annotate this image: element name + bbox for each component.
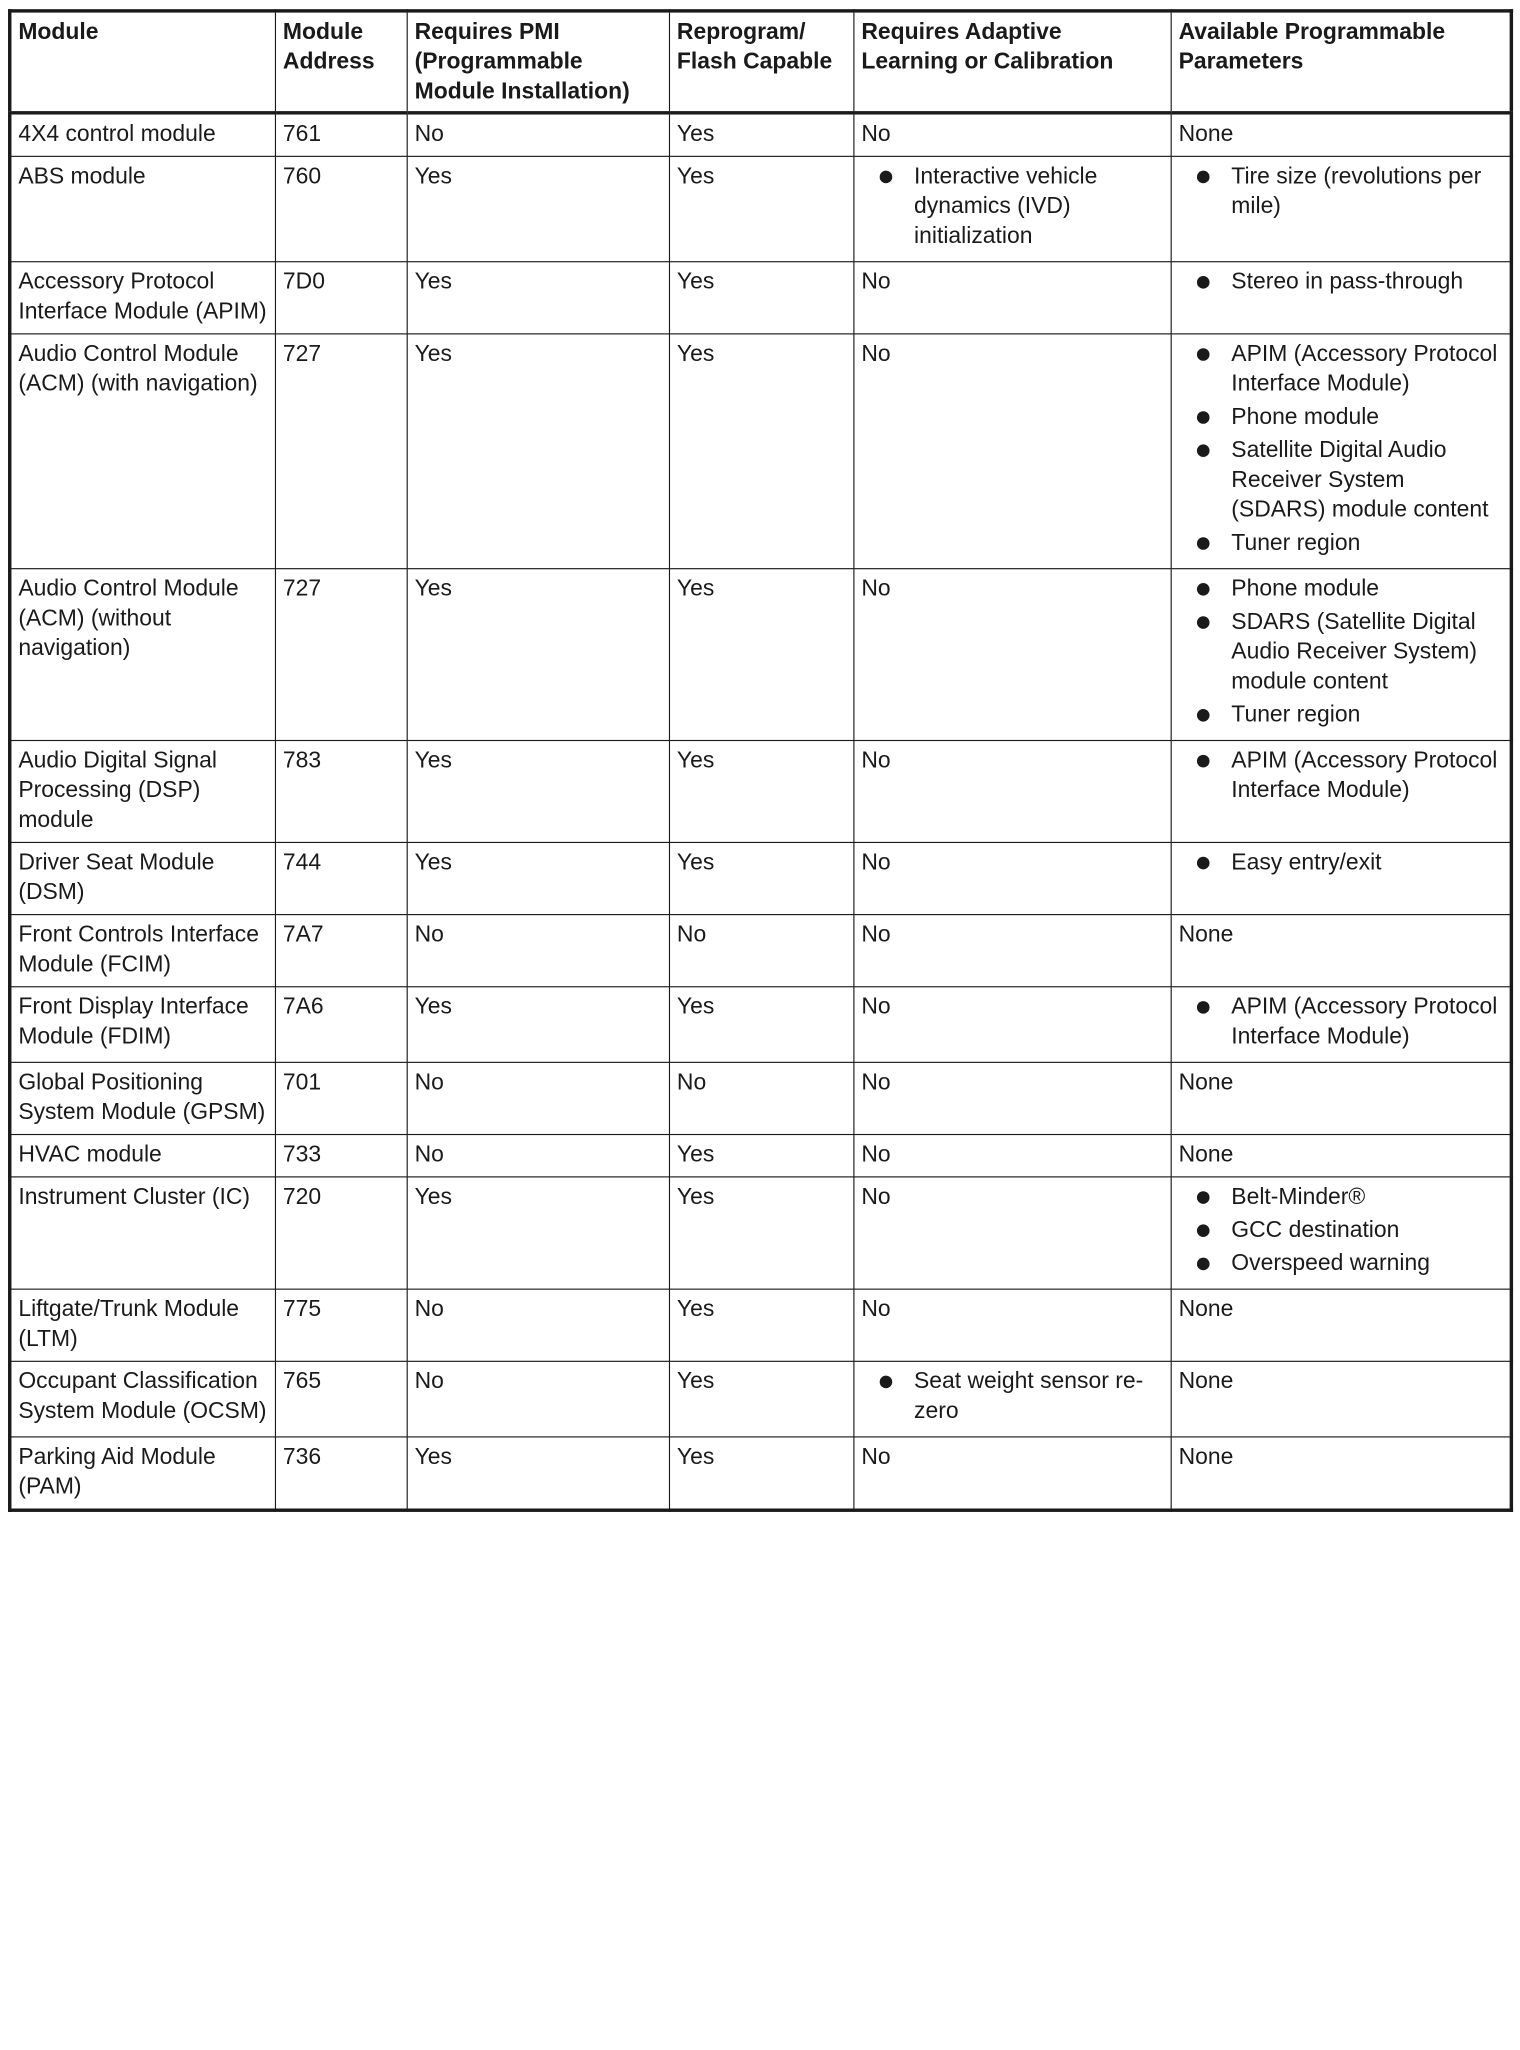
list-item: Phone module <box>1179 402 1503 432</box>
cell-address: 760 <box>275 156 407 261</box>
cell-address: 783 <box>275 741 407 843</box>
cell-params <box>1171 156 1511 261</box>
list-item: Belt-Minder® <box>1179 1182 1503 1212</box>
cell-module: Front Controls Interface Module (FCIM) <box>10 915 276 987</box>
list-item: SDARS (Satellite Digital Audio Receiver System) module content <box>1179 607 1503 696</box>
cell-pmi: Yes <box>407 842 669 914</box>
cell-params <box>1171 262 1511 334</box>
list-item: Interactive vehicle dynamics (IVD) initialization <box>861 162 1163 251</box>
cell-params <box>1171 741 1511 843</box>
adaptive-list <box>861 1366 1163 1426</box>
cell-flash: No <box>669 915 853 987</box>
cell-flash: Yes <box>669 741 853 843</box>
params-list <box>1179 162 1503 222</box>
cell-pmi: Yes <box>407 262 669 334</box>
table-row <box>10 334 1512 569</box>
cell-address: 7A7 <box>275 915 407 987</box>
header-flash: Reprogram/ Flash Capable <box>669 11 853 113</box>
cell-pmi: No <box>407 1062 669 1134</box>
cell-adaptive: No <box>854 334 1171 569</box>
cell-params <box>1171 987 1511 1063</box>
cell-flash: No <box>669 1062 853 1134</box>
table-row <box>10 1361 1512 1437</box>
module-table <box>8 9 1513 1512</box>
cell-module: Parking Aid Module (PAM) <box>10 1437 276 1510</box>
adaptive-list <box>861 162 1163 251</box>
cell-adaptive: No <box>854 113 1171 157</box>
cell-module: ABS module <box>10 156 276 261</box>
cell-flash: Yes <box>669 1177 853 1289</box>
table-row <box>10 569 1512 741</box>
cell-params: None <box>1171 1361 1511 1437</box>
table-row <box>10 156 1512 261</box>
cell-pmi: No <box>407 1361 669 1437</box>
table-row <box>10 113 1512 157</box>
header-row <box>10 11 1512 113</box>
cell-params <box>1171 1177 1511 1289</box>
table-row <box>10 1437 1512 1510</box>
params-list <box>1179 746 1503 806</box>
cell-adaptive: No <box>854 915 1171 987</box>
cell-params: None <box>1171 113 1511 157</box>
cell-pmi: Yes <box>407 569 669 741</box>
list-item: Stereo in pass-through <box>1179 267 1503 297</box>
cell-adaptive: No <box>854 1135 1171 1177</box>
cell-params: None <box>1171 1135 1511 1177</box>
cell-flash: Yes <box>669 987 853 1063</box>
cell-module: HVAC module <box>10 1135 276 1177</box>
cell-module: Audio Control Module (ACM) (with navigation) <box>10 334 276 569</box>
cell-module: Global Positioning System Module (GPSM) <box>10 1062 276 1134</box>
cell-adaptive: No <box>854 842 1171 914</box>
cell-flash: Yes <box>669 1361 853 1437</box>
table-row <box>10 915 1512 987</box>
cell-module: Driver Seat Module (DSM) <box>10 842 276 914</box>
cell-pmi: No <box>407 113 669 157</box>
cell-flash: Yes <box>669 1289 853 1361</box>
cell-adaptive <box>854 1361 1171 1437</box>
cell-module: 4X4 control module <box>10 113 276 157</box>
cell-address: 733 <box>275 1135 407 1177</box>
cell-flash: Yes <box>669 1437 853 1510</box>
cell-flash: Yes <box>669 569 853 741</box>
params-list <box>1179 992 1503 1052</box>
table-row <box>10 262 1512 334</box>
cell-address: 761 <box>275 113 407 157</box>
table-row <box>10 741 1512 843</box>
list-item: Overspeed warning <box>1179 1248 1503 1278</box>
cell-address: 720 <box>275 1177 407 1289</box>
list-item: APIM (Accessory Protocol Interface Module) <box>1179 339 1503 399</box>
header-address: Module Address <box>275 11 407 113</box>
cell-params: None <box>1171 1062 1511 1134</box>
cell-params <box>1171 842 1511 914</box>
list-item: Tuner region <box>1179 528 1503 558</box>
params-list <box>1179 267 1503 297</box>
cell-module: Front Display Interface Module (FDIM) <box>10 987 276 1063</box>
cell-params: None <box>1171 1289 1511 1361</box>
table-row <box>10 1062 1512 1134</box>
cell-module: Liftgate/Trunk Module (LTM) <box>10 1289 276 1361</box>
list-item: GCC destination <box>1179 1215 1503 1245</box>
header-adaptive: Requires Adaptive Learning or Calibration <box>854 11 1171 113</box>
header-params: Available Programmable Parameters <box>1171 11 1511 113</box>
cell-pmi: Yes <box>407 334 669 569</box>
cell-module: Audio Digital Signal Processing (DSP) module <box>10 741 276 843</box>
list-item: APIM (Accessory Protocol Interface Module) <box>1179 746 1503 806</box>
table-row <box>10 842 1512 914</box>
cell-address: 727 <box>275 569 407 741</box>
cell-address: 727 <box>275 334 407 569</box>
cell-pmi: Yes <box>407 1177 669 1289</box>
cell-pmi: No <box>407 915 669 987</box>
list-item: Tire size (revolutions per mile) <box>1179 162 1503 222</box>
list-item: APIM (Accessory Protocol Interface Module) <box>1179 992 1503 1052</box>
list-item: Tuner region <box>1179 700 1503 730</box>
cell-pmi: Yes <box>407 156 669 261</box>
cell-address: 7D0 <box>275 262 407 334</box>
table-header <box>10 11 1512 113</box>
list-item: Phone module <box>1179 574 1503 604</box>
cell-params: None <box>1171 1437 1511 1510</box>
cell-pmi: No <box>407 1289 669 1361</box>
cell-module: Audio Control Module (ACM) (without navigation) <box>10 569 276 741</box>
list-item: Satellite Digital Audio Receiver System (SDARS) module content <box>1179 435 1503 524</box>
cell-address: 744 <box>275 842 407 914</box>
params-list <box>1179 574 1503 730</box>
cell-address: 701 <box>275 1062 407 1134</box>
cell-module: Accessory Protocol Interface Module (APIM) <box>10 262 276 334</box>
cell-adaptive: No <box>854 569 1171 741</box>
cell-flash: Yes <box>669 334 853 569</box>
cell-address: 7A6 <box>275 987 407 1063</box>
table-row <box>10 987 1512 1063</box>
list-item: Seat weight sensor re-zero <box>861 1366 1163 1426</box>
cell-address: 775 <box>275 1289 407 1361</box>
cell-adaptive: No <box>854 1289 1171 1361</box>
cell-flash: Yes <box>669 262 853 334</box>
cell-params: None <box>1171 915 1511 987</box>
cell-pmi: Yes <box>407 741 669 843</box>
table-row <box>10 1289 1512 1361</box>
cell-flash: Yes <box>669 113 853 157</box>
cell-params <box>1171 569 1511 741</box>
cell-address: 765 <box>275 1361 407 1437</box>
cell-adaptive: No <box>854 1437 1171 1510</box>
cell-pmi: No <box>407 1135 669 1177</box>
cell-adaptive: No <box>854 741 1171 843</box>
table-row <box>10 1177 1512 1289</box>
list-item: Easy entry/exit <box>1179 848 1503 878</box>
cell-flash: Yes <box>669 1135 853 1177</box>
params-list <box>1179 1182 1503 1278</box>
cell-module: Occupant Classification System Module (OCSM) <box>10 1361 276 1437</box>
table-row <box>10 1135 1512 1177</box>
header-pmi: Requires PMI (Programmable Module Installation) <box>407 11 669 113</box>
cell-address: 736 <box>275 1437 407 1510</box>
cell-pmi: Yes <box>407 1437 669 1510</box>
cell-adaptive <box>854 156 1171 261</box>
params-list <box>1179 339 1503 558</box>
table-body <box>10 113 1512 1510</box>
params-list <box>1179 848 1503 878</box>
cell-adaptive: No <box>854 1062 1171 1134</box>
cell-module: Instrument Cluster (IC) <box>10 1177 276 1289</box>
cell-pmi: Yes <box>407 987 669 1063</box>
cell-flash: Yes <box>669 156 853 261</box>
cell-adaptive: No <box>854 987 1171 1063</box>
cell-params <box>1171 334 1511 569</box>
cell-adaptive: No <box>854 262 1171 334</box>
header-module: Module <box>10 11 276 113</box>
cell-adaptive: No <box>854 1177 1171 1289</box>
cell-flash: Yes <box>669 842 853 914</box>
